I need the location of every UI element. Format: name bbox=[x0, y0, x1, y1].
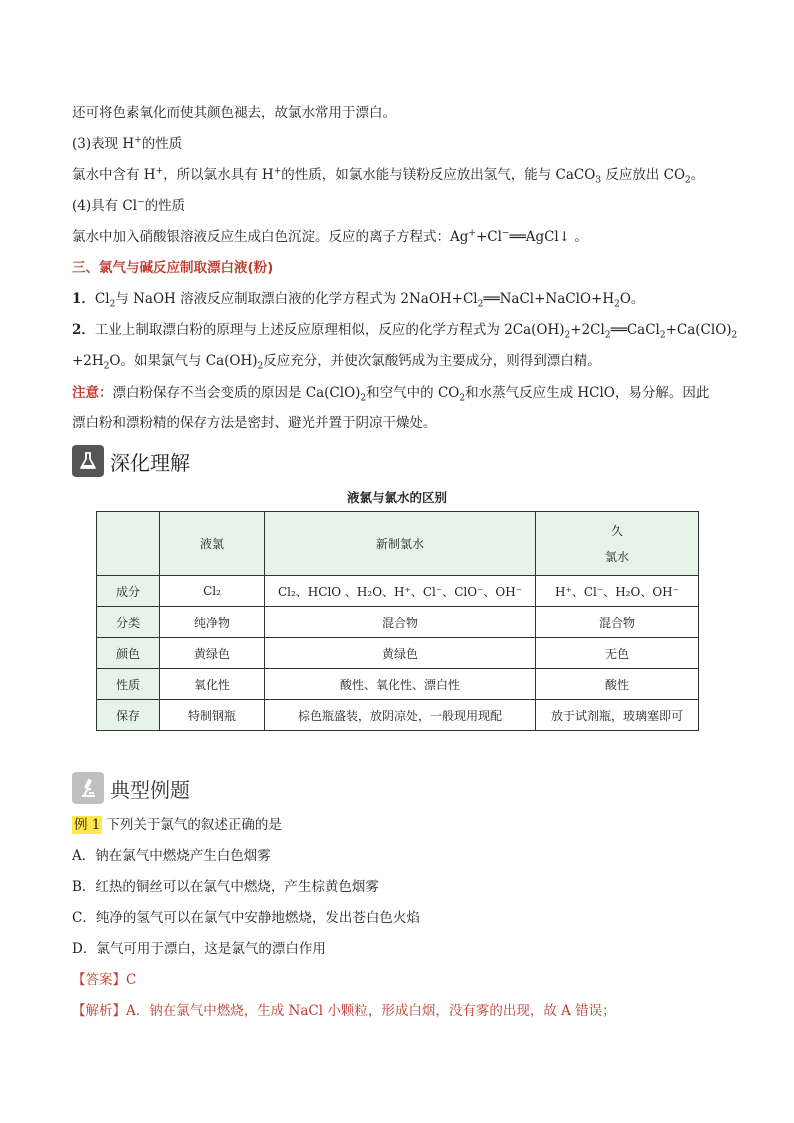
text: +2Cl bbox=[570, 322, 605, 338]
superscript: − bbox=[137, 197, 145, 208]
header-cell bbox=[536, 512, 699, 576]
table-row bbox=[97, 607, 699, 638]
section-banner-examples bbox=[72, 770, 190, 806]
table-cell: 无色 bbox=[536, 638, 699, 669]
table-cell: Cl₂ bbox=[160, 576, 265, 607]
header-text: 久 bbox=[610, 523, 623, 538]
table-row bbox=[97, 638, 699, 669]
analysis-line bbox=[72, 1002, 616, 1020]
example-tag: 例 1 bbox=[74, 817, 101, 833]
note-label: 注意： bbox=[72, 385, 113, 401]
table-cell: 混合物 bbox=[265, 607, 536, 638]
superscript: + bbox=[134, 135, 142, 146]
text: +2H bbox=[72, 353, 104, 369]
table-cell: 黄绿色 bbox=[160, 638, 265, 669]
subscript: 2 bbox=[257, 361, 264, 372]
superscript: + bbox=[468, 228, 476, 239]
table-cell: 放于试剂瓶，玻璃塞即可 bbox=[536, 700, 699, 731]
microscope-icon bbox=[72, 772, 104, 804]
text: (4)具有 Cl bbox=[72, 198, 138, 214]
note-line bbox=[72, 384, 709, 402]
paragraph-line bbox=[72, 104, 396, 122]
text: 反应放出 CO bbox=[601, 167, 686, 183]
header-cell bbox=[97, 512, 160, 576]
option-text: A．钠在氯气中燃烧产生白色烟雾 bbox=[72, 848, 271, 864]
table-row bbox=[97, 700, 699, 731]
subscript: 2 bbox=[360, 393, 367, 404]
text: 的性质 bbox=[141, 136, 183, 152]
text: 氯水中加入硝酸银溶液反应生成白色沉淀。反应的离子方程式：Ag bbox=[72, 229, 469, 245]
header-cell: 新制氯水 bbox=[265, 512, 536, 576]
text: +Cl bbox=[475, 229, 502, 245]
table-title: 液氯与氯水的区别 bbox=[346, 490, 447, 505]
text: 工业上制取漂白粉的原理与上述反应原理相似，反应的化学方程式为 2Ca(OH) bbox=[94, 322, 565, 338]
item-number: 1． bbox=[72, 291, 95, 307]
answer-line bbox=[72, 971, 136, 989]
table-cell: 黄绿色 bbox=[265, 638, 536, 669]
analysis-text: 【解析】A．钠在氯气中燃烧，生成 NaCl 小颗粒，形成白烟，没有雾的出现，故 A 错误； bbox=[72, 1003, 616, 1019]
paragraph-line bbox=[72, 166, 704, 184]
table-cell: 混合物 bbox=[536, 607, 699, 638]
text: 氯水中含有 H bbox=[72, 167, 156, 183]
subscript: 2 bbox=[731, 330, 738, 341]
option-d bbox=[72, 940, 326, 958]
subscript: 2 bbox=[477, 299, 484, 310]
subscript: 2 bbox=[685, 175, 691, 186]
text: O。 bbox=[619, 291, 645, 307]
paragraph-line bbox=[72, 321, 737, 339]
subscript: 2 bbox=[564, 330, 571, 341]
text: O。如果氯气与 Ca(OH) bbox=[109, 353, 258, 369]
table-cell: 棕色瓶盛装，放阴凉处，一般现用现配 bbox=[265, 700, 536, 731]
paragraph-line bbox=[72, 352, 601, 370]
text: Cl bbox=[94, 291, 110, 307]
text: ══CaCl bbox=[610, 322, 660, 338]
text: 三、氯气与碱反应制取漂白液(粉) bbox=[72, 260, 274, 276]
flask-icon bbox=[72, 445, 104, 477]
text: 的性质，如氯水能与镁粉反应放出氢气，能与 CaCO bbox=[281, 167, 596, 183]
text: 和空气中的 CO bbox=[366, 385, 460, 401]
text: (3)表现 H bbox=[72, 136, 135, 152]
text: 和水蒸气反应生成 HClO，易分解。因此 bbox=[465, 385, 710, 401]
text: 漂白粉保存不当会变质的原因是 Ca(ClO) bbox=[112, 385, 361, 401]
question-text: 下列关于氯气的叙述正确的是 bbox=[106, 817, 282, 833]
text: ══AgCl↓ 。 bbox=[509, 229, 588, 245]
subscript: 2 bbox=[103, 361, 110, 372]
answer-text: 【答案】C bbox=[72, 972, 137, 988]
example-question bbox=[72, 816, 282, 834]
row-label: 颜色 bbox=[97, 638, 160, 669]
header-text: 氯水 bbox=[604, 549, 629, 564]
paragraph-line bbox=[72, 228, 588, 246]
subscript: 3 bbox=[595, 175, 602, 186]
subheading-h-plus bbox=[72, 135, 182, 153]
text: 反应充分，并使次氯酸钙成为主要成分，则得到漂白精。 bbox=[263, 353, 601, 369]
option-text: B．红热的铜丝可以在氯气中燃烧，产生棕黄色烟雾 bbox=[72, 879, 379, 895]
table-cell: Cl₂、HClO 、H₂O、H⁺、Cl⁻、ClO⁻、OH⁻ bbox=[265, 576, 536, 607]
text: 还可将色素氧化而使其颜色褪去，故氯水常用于漂白。 bbox=[72, 105, 396, 121]
table-row bbox=[97, 576, 699, 607]
text: 漂白粉和漂粉精的保存方法是密封、避光并置于阴凉干燥处。 bbox=[72, 415, 437, 431]
note-line bbox=[72, 414, 437, 432]
superscript: − bbox=[501, 228, 510, 239]
option-c bbox=[72, 909, 420, 927]
paragraph-line bbox=[72, 290, 644, 308]
table-header-row bbox=[97, 512, 699, 576]
row-label: 保存 bbox=[97, 700, 160, 731]
table-cell: 特制钢瓶 bbox=[160, 700, 265, 731]
subscript: 2 bbox=[459, 393, 466, 404]
subscript: 2 bbox=[659, 330, 666, 341]
text: 与 NaOH 溶液反应制取漂白液的化学方程式为 2NaOH+Cl bbox=[115, 291, 478, 307]
table-cell: H⁺、Cl⁻、H₂O、OH⁻ bbox=[536, 576, 699, 607]
table-cell: 纯净物 bbox=[160, 607, 265, 638]
comparison-table bbox=[96, 511, 699, 731]
subheading-cl-minus bbox=[72, 197, 185, 215]
table-cell: 酸性、氧化性、漂白性 bbox=[265, 669, 536, 700]
table-cell: 氧化性 bbox=[160, 669, 265, 700]
text: 的性质 bbox=[144, 198, 186, 214]
section-title: 深化理解 bbox=[110, 450, 190, 475]
item-number: 2． bbox=[72, 322, 95, 338]
subscript: 2 bbox=[614, 299, 620, 310]
option-text: D．氯气可用于漂白，这是氯气的漂白作用 bbox=[72, 941, 326, 957]
section-heading bbox=[72, 259, 273, 277]
option-b bbox=[72, 878, 379, 896]
option-text: C．纯净的氢气可以在氯气中安静地燃烧，发出苍白色火焰 bbox=[72, 910, 420, 926]
row-label: 成分 bbox=[97, 576, 160, 607]
subscript: 2 bbox=[109, 299, 116, 310]
table-cell: 酸性 bbox=[536, 669, 699, 700]
section-title: 典型例题 bbox=[110, 777, 190, 802]
row-label: 性质 bbox=[97, 669, 160, 700]
text: 。 bbox=[690, 167, 705, 183]
text: ，所以氯水具有 H bbox=[163, 167, 274, 183]
header-cell: 液氯 bbox=[160, 512, 265, 576]
table-row bbox=[97, 669, 699, 700]
subscript: 2 bbox=[604, 330, 611, 341]
text: ══NaCl+NaClO+H bbox=[483, 291, 615, 307]
superscript: + bbox=[155, 166, 164, 177]
text: +Ca(ClO) bbox=[665, 322, 732, 338]
section-banner-deepen bbox=[72, 443, 190, 479]
row-label: 分类 bbox=[97, 607, 160, 638]
option-a bbox=[72, 847, 271, 865]
superscript: + bbox=[273, 166, 282, 177]
